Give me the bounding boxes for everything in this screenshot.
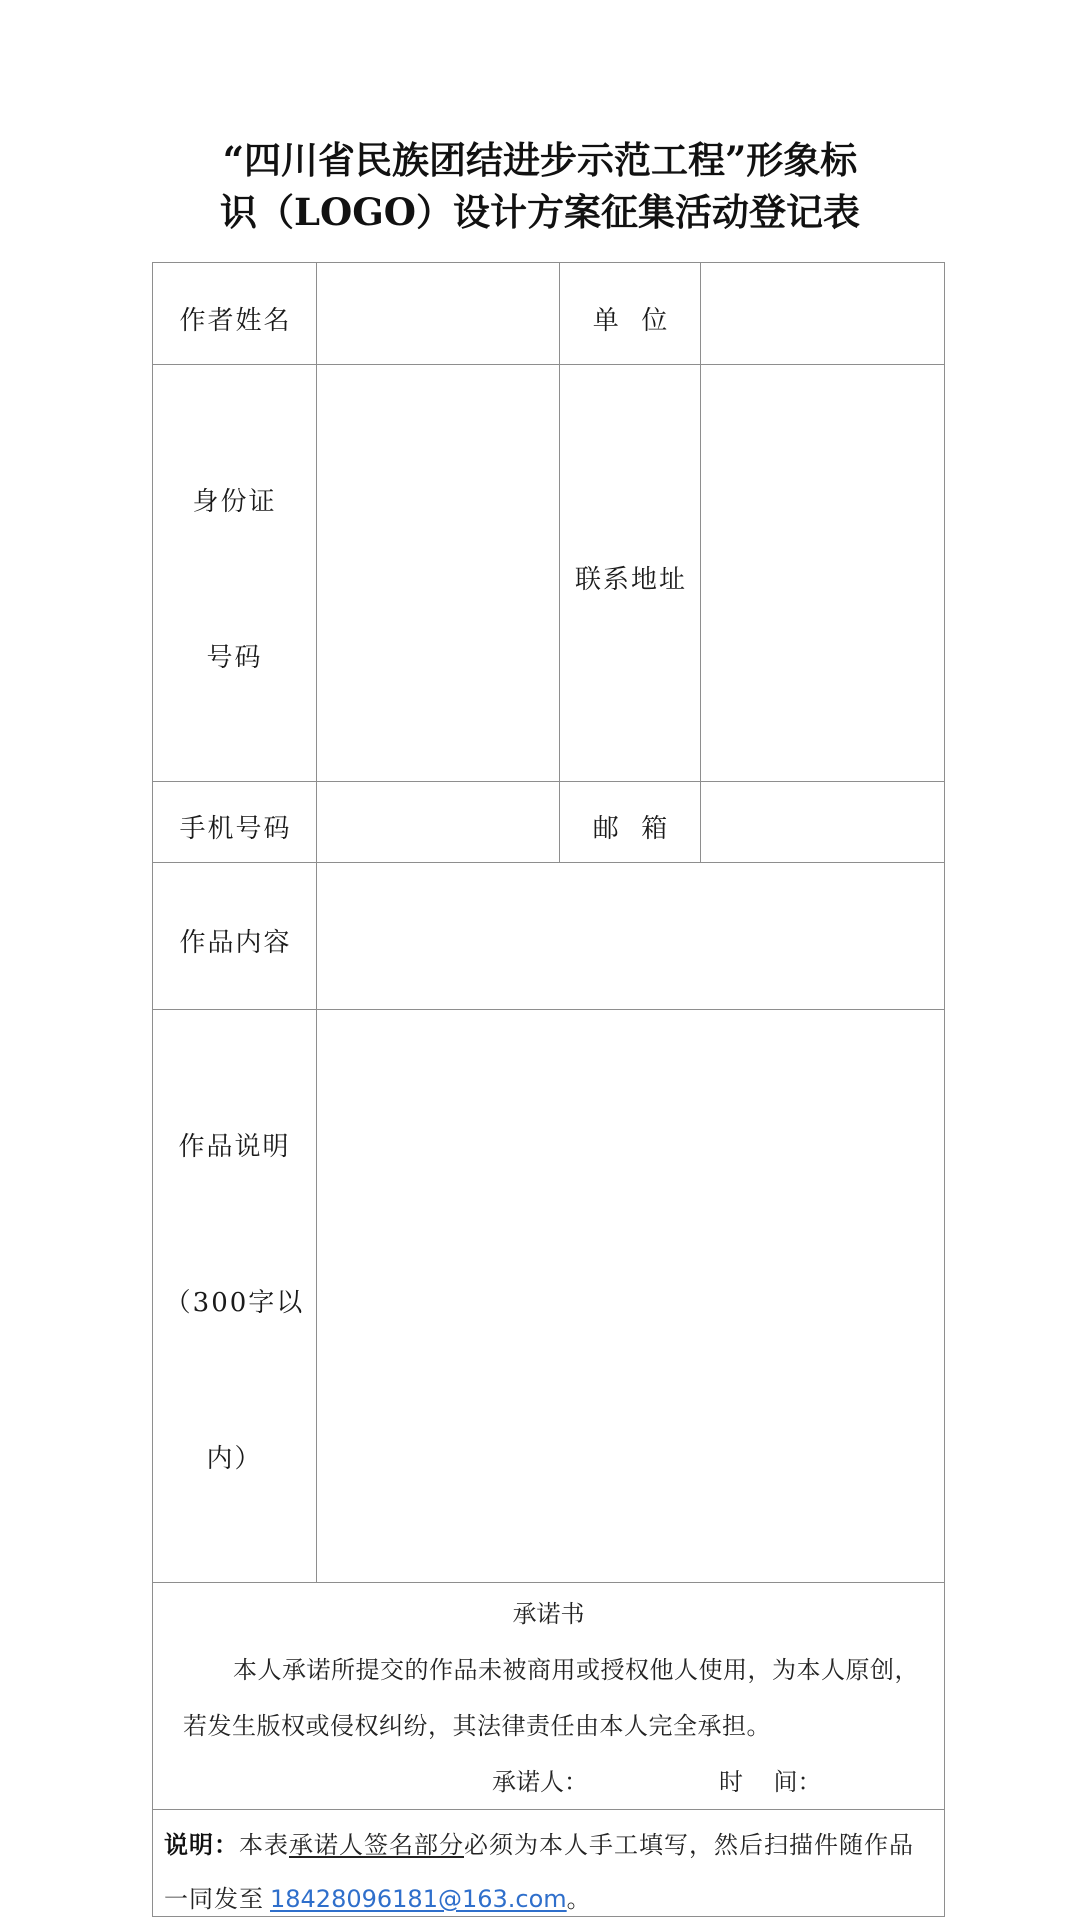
registration-form-table — [152, 262, 945, 1917]
submission-email-link[interactable]: 18428096181@163.com — [270, 1885, 567, 1913]
phone-field — [317, 782, 560, 863]
page-title-line: “四川省民族团结进步示范工程”形象标 — [222, 138, 858, 182]
note-text: 一同发至 — [164, 1885, 264, 1913]
work-content-label-cell — [153, 863, 317, 1010]
work-description-label-cell — [153, 1010, 317, 1583]
form-row-author — [153, 263, 945, 365]
id-number-label-cell — [153, 365, 317, 782]
address-field — [701, 365, 945, 782]
id-number-field — [317, 365, 560, 782]
work-description-field — [317, 1010, 945, 1583]
note-underlined-text: 承诺人签名部分 — [289, 1831, 464, 1859]
form-row-pledge — [153, 1583, 945, 1810]
address-label-cell — [560, 365, 701, 782]
work-description-label-line: 内） — [206, 1444, 263, 1474]
pledge-text-line: 若发生版权或侵权纠纷，其法律责任由本人完全承担。 — [183, 1712, 771, 1740]
note-text: 。 — [566, 1885, 592, 1913]
author-name-label-cell — [153, 263, 317, 365]
author-name-field — [317, 263, 560, 365]
note-cell — [153, 1810, 945, 1917]
work-description-label-line: 作品说明 — [178, 1132, 291, 1162]
email-label: 邮 箱 — [592, 814, 670, 844]
id-number-label-line: 身份证 — [192, 487, 277, 517]
pledge-cell — [153, 1583, 945, 1810]
note-text: 本表 — [239, 1831, 289, 1859]
author-name-label: 作者姓名 — [179, 305, 292, 336]
form-row-work-content — [153, 863, 945, 1010]
note-text: 必须为本人手工填写，然后扫描件随作品 — [464, 1831, 914, 1859]
pledge-text-line: 本人承诺所提交的作品未被商用或授权他人使用，为本人原创， — [233, 1656, 919, 1684]
form-row-note — [153, 1810, 945, 1917]
unit-label-cell — [560, 263, 701, 365]
time-label: 时 间： — [719, 1768, 822, 1796]
email-label-cell — [560, 782, 701, 863]
id-number-label — [153, 383, 316, 777]
id-number-label-line: 号码 — [206, 643, 263, 673]
unit-label: 单 位 — [592, 305, 670, 336]
page-title-line: 识（LOGO）设计方案征集活动登记表 — [219, 190, 861, 234]
form-row-work-description — [153, 1010, 945, 1583]
address-label: 联系地址 — [574, 565, 687, 595]
pledge-signature-row — [153, 1768, 944, 1796]
work-content-label: 作品内容 — [179, 928, 292, 958]
work-content-field — [317, 863, 945, 1010]
note-section — [153, 1810, 944, 1913]
unit-field — [701, 263, 945, 365]
note-line — [164, 1831, 944, 1859]
work-description-label-line: （300字以 — [164, 1288, 305, 1318]
work-description-label — [153, 1028, 316, 1578]
email-field — [701, 782, 945, 863]
page-title — [0, 134, 1080, 238]
form-row-id — [153, 365, 945, 782]
phone-label-cell — [153, 782, 317, 863]
phone-label: 手机号码 — [179, 814, 292, 844]
pledge-title: 承诺书 — [512, 1600, 585, 1628]
form-row-phone — [153, 782, 945, 863]
note-label: 说明： — [164, 1831, 239, 1859]
pledge-section — [153, 1583, 944, 1796]
signer-label: 承诺人： — [492, 1768, 588, 1796]
note-line — [164, 1885, 944, 1913]
